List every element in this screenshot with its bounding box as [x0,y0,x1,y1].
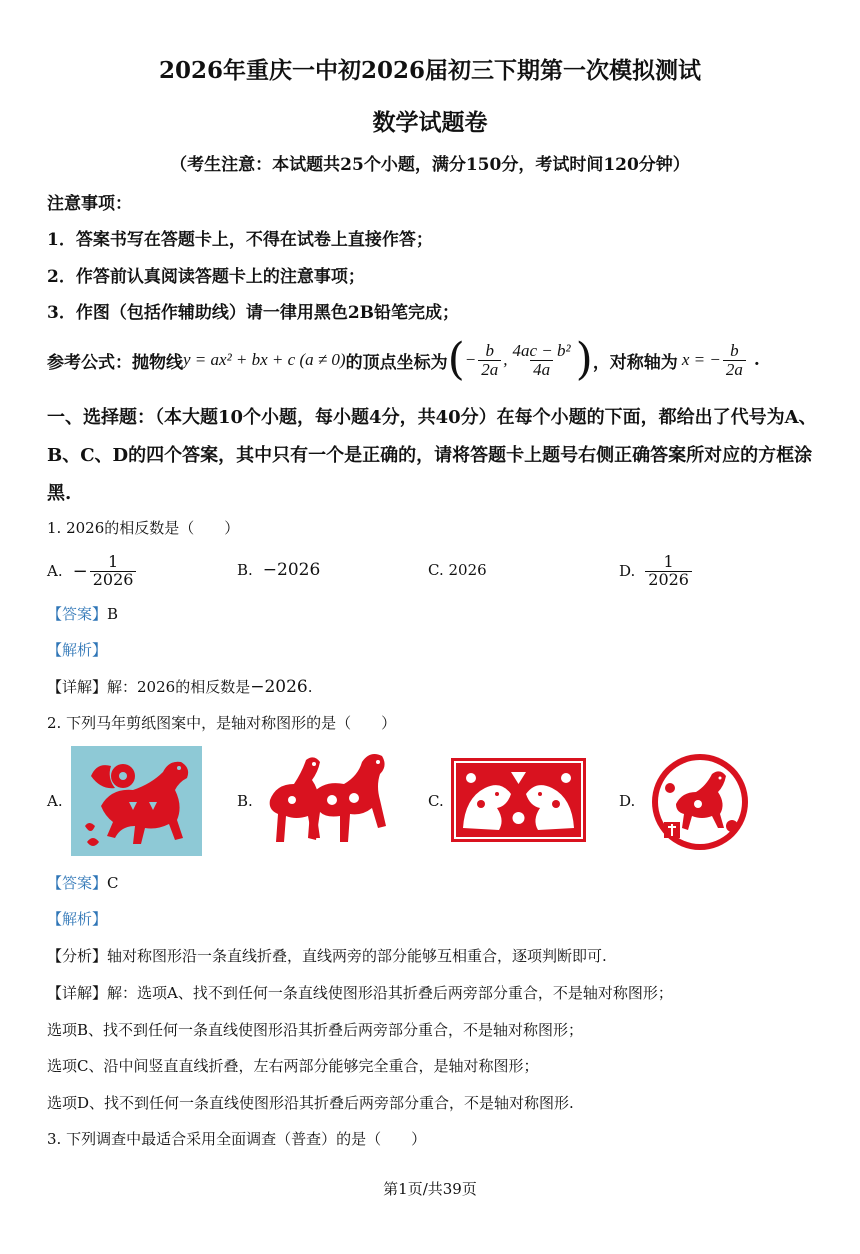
exam-notice: （考生注意：本试题共25个小题，满分150分，考试时间120分钟） [170,155,690,175]
option-a-label: A. [47,562,63,580]
section-heading: 一、选择题：（本大题10个小题，每小题4分，共40分）在每个小题的下面，都给出了代号为A、B、C、D的四个答案，其中只有一个是正确的，请将答题卡上题号右侧正确答案所对应的方框涂黑. [47,407,817,504]
papercut-horse-d-graphic [650,752,750,852]
analyze-tag: 【分析】 [47,947,108,965]
detail-end: . [307,678,313,696]
formula-middle: 的顶点坐标为 [345,352,448,373]
option-d-label: D. [619,562,636,580]
q2-option-d-label: D. [619,792,636,810]
exam-subtitle: 数学试题卷 [372,109,488,136]
minus-sign: − [464,350,477,369]
parabola-equation: y = ax² + bx + c (a ≠ 0) [183,350,346,369]
instruction-item: 3．作图（包括作辅助线）请一律用黑色2B铅笔完成； [47,303,460,323]
detail-text: 解：2026的相反数是 [107,678,251,696]
vertex-y-num: 4ac − b² [512,340,571,360]
option-a-fraction [90,551,137,589]
q1-analysis-tag: 【解析】 [47,641,108,659]
papercut-horse-c-image [451,758,586,842]
q1-option-b [237,560,320,580]
q2-option-b-label: B. [237,792,253,810]
q2-answer [47,872,119,893]
option-b-value: −2026 [262,560,321,580]
q2-detail-line-c: 选项C、沿中间竖直直线折叠，左右两部分能够完全重合，是轴对称图形； [47,1057,539,1075]
axis-fraction [723,342,746,379]
q2-analyze [47,945,607,966]
comma: , [503,350,508,369]
q2-option-c-label: C. [428,792,444,810]
answer-value: C [107,874,119,892]
papercut-horse-b-graphic [262,746,402,852]
question-3-stem: 3. 下列调查中最适合采用全面调查（普查）的是（ ） [47,1130,427,1148]
detail-tag: 【详解】 [47,678,108,696]
q2-analysis-tag: 【解析】 [47,910,108,928]
detail-value: −2026 [250,677,308,697]
option-a-den: 2026 [90,571,137,589]
vertex-x-den: 2a [478,360,501,379]
option-b-label: B. [237,561,253,579]
answer-value: B [107,605,119,623]
q2-detail [47,982,673,1003]
papercut-horse-a-image [71,746,202,856]
axis-den: 2a [723,360,746,379]
left-paren: ( [447,334,465,385]
formula-end: . [753,350,760,370]
right-paren: ) [575,334,593,385]
question-1-stem: 1. 2026的相反数是（ ） [47,519,240,537]
question-2-stem: 2. 下列马年剪纸图案中，是轴对称图形的是（ ） [47,714,397,732]
answer-tag: 【答案】 [47,605,108,623]
q2-detail-line-d: 选项D、找不到任何一条直线使图形沿其折叠后两旁部分重合，不是轴对称图形. [47,1094,574,1112]
q1-detail [47,676,313,697]
formula-prefix: 参考公式：抛物线 [47,352,183,373]
papercut-horse-d-image [650,752,750,852]
option-a-sign: − [72,560,88,582]
vertex-x-num: b [485,340,495,360]
option-d-fraction [645,551,692,589]
q2-detail-line-b: 选项B、找不到任何一条直线使图形沿其折叠后两旁部分重合，不是轴对称图形； [47,1021,584,1039]
vertex-x-fraction [478,342,501,379]
detail-text: 解：选项A、找不到任何一条直线使图形沿其折叠后两旁部分重合，不是轴对称图形； [107,984,673,1002]
exam-title: 2026年重庆一中初2026届初三下期第一次模拟测试 [158,57,702,84]
q2-option-a-label: A. [47,792,63,810]
q1-answer [47,603,118,624]
papercut-horse-a-graphic [71,746,202,856]
papercut-horse-b-image [262,746,402,852]
option-d-num: 1 [663,551,674,571]
option-a-num: 1 [107,551,119,571]
detail-tag: 【详解】 [47,984,108,1002]
axis-num: b [730,340,739,360]
q1-option-a [47,552,138,590]
instructions-heading: 注意事项： [47,194,132,214]
q1-option-c: C. 2026 [428,561,487,579]
page-number: 第1页/共39页 [383,1180,477,1198]
reference-formula [47,334,760,386]
q1-option-d [619,552,694,590]
analyze-text: 轴对称图形沿一条直线折叠，直线两旁的部分能够互相重合，逐项判断即可. [107,947,607,965]
option-d-den: 2026 [645,571,692,589]
vertex-y-den: 4a [530,360,553,379]
vertex-y-fraction [510,342,574,379]
axis-text: ，对称轴为 [592,352,678,373]
instruction-item: 2．作答前认真阅读答题卡上的注意事项； [47,267,365,287]
axis-lhs: x = − [681,350,721,369]
instruction-item: 1．答案书写在答题卡上，不得在试卷上直接作答； [47,230,433,250]
papercut-horse-c-graphic [451,758,586,842]
answer-tag: 【答案】 [47,874,108,892]
